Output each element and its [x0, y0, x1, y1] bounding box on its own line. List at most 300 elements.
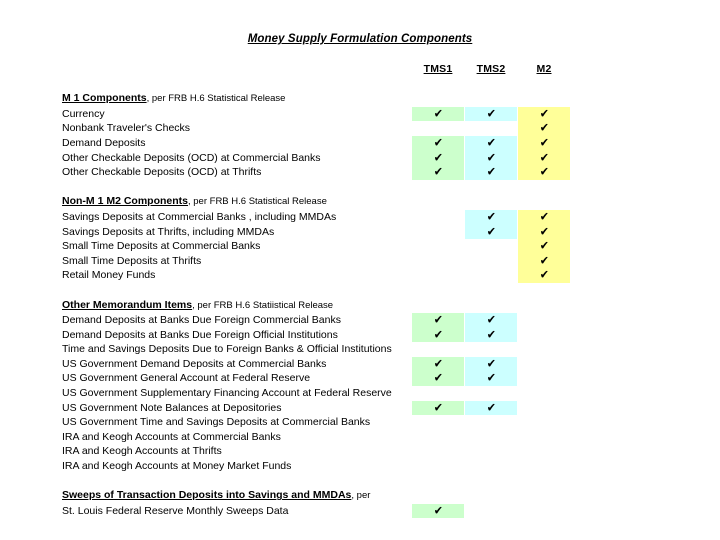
empty-mark-cell [412, 91, 464, 107]
spacer-cell [0, 415, 62, 430]
empty-mark-cell [518, 401, 570, 416]
spacer-cell [570, 328, 720, 343]
spacer-cell [517, 91, 518, 107]
spacer-cell [0, 225, 62, 240]
check-mark-tms2 [465, 107, 517, 122]
spacer-cell [62, 62, 410, 77]
component-label: Demand Deposits at Banks Due Foreign Commercial Banks [62, 314, 341, 327]
spacer-cell [464, 504, 465, 519]
component-label: Currency [62, 107, 105, 120]
check-mark-tms1 [412, 313, 464, 328]
check-mark-tms2 [465, 136, 517, 151]
spacer-cell [410, 180, 412, 195]
column-header-tms2: TMS2 [476, 63, 506, 75]
spacer-cell [464, 151, 465, 166]
spacer-cell [464, 401, 465, 416]
check-icon: ✔ [433, 400, 443, 415]
empty-mark-cell [412, 254, 464, 269]
spacer-cell [517, 151, 518, 166]
spacer-cell [464, 268, 465, 283]
check-icon: ✔ [433, 356, 443, 371]
spacer-cell [410, 91, 412, 107]
section-heading-row [0, 298, 720, 314]
check-icon: ✔ [433, 150, 443, 165]
spacer-cell [570, 444, 720, 459]
check-icon: ✔ [539, 121, 549, 136]
spacer-cell [0, 298, 62, 314]
spacer-cell [410, 459, 412, 474]
empty-mark-cell [518, 474, 570, 489]
empty-mark-cell [518, 415, 570, 430]
column-header-row [0, 62, 720, 77]
check-icon: ✔ [539, 268, 549, 283]
spacer-cell [570, 371, 720, 386]
spacer-cell [62, 77, 410, 92]
spacer-cell [570, 488, 720, 504]
spacer-cell [464, 430, 465, 445]
spacer-cell [570, 165, 720, 180]
check-icon: ✔ [486, 209, 496, 224]
spacer-cell [464, 283, 465, 298]
spacer-cell [410, 194, 412, 210]
spacer-cell [464, 136, 465, 151]
empty-mark-cell [412, 488, 464, 504]
spacer-cell [517, 401, 518, 416]
component-label: Other Checkable Deposits (OCD) at Thrifts [62, 166, 262, 179]
component-label: Savings Deposits at Thrifts, including MMDAs [62, 225, 275, 238]
spacer-cell [517, 386, 518, 401]
empty-mark-cell [518, 91, 570, 107]
check-icon: ✔ [486, 106, 496, 121]
spacer-cell [517, 474, 518, 489]
section-heading-row [0, 194, 720, 210]
spacer-cell [410, 430, 412, 445]
empty-mark-cell [465, 268, 517, 283]
component-label: IRA and Keogh Accounts at Thrifts [62, 445, 222, 458]
spacer-cell [517, 371, 518, 386]
spacer-cell [464, 165, 465, 180]
spacer-cell [464, 180, 465, 195]
check-icon: ✔ [433, 165, 443, 180]
check-mark-tms2 [465, 210, 517, 225]
empty-mark-cell [465, 488, 517, 504]
table-row [0, 357, 720, 372]
spacer-cell [410, 386, 412, 401]
empty-mark-cell [465, 239, 517, 254]
empty-mark-cell [465, 474, 517, 489]
check-mark-m2 [518, 210, 570, 225]
spacer-cell [0, 459, 62, 474]
empty-mark-cell [412, 121, 464, 136]
empty-mark-cell [465, 283, 517, 298]
check-icon: ✔ [433, 106, 443, 121]
check-icon: ✔ [486, 313, 496, 327]
spacer-cell [0, 430, 62, 445]
table-row [0, 371, 720, 386]
table-row [0, 459, 720, 474]
empty-mark-cell [412, 430, 464, 445]
spacer-cell [0, 371, 62, 386]
spacer-cell [570, 386, 720, 401]
empty-mark-cell [412, 342, 464, 357]
empty-mark-cell [412, 180, 464, 195]
spacer-cell [0, 239, 62, 254]
spacer-cell [410, 121, 412, 136]
spacer-cell [0, 194, 62, 210]
empty-mark-cell [518, 283, 570, 298]
spacer-cell [410, 62, 412, 77]
spacer-cell [0, 283, 62, 298]
empty-mark-cell [412, 268, 464, 283]
table-row [0, 239, 720, 254]
spacer-cell [517, 415, 518, 430]
section-heading-title: Other Memorandum Items [62, 298, 193, 311]
empty-mark-cell [412, 444, 464, 459]
spacer-cell [410, 342, 412, 357]
column-header-tms1: TMS1 [423, 63, 453, 75]
spacer-cell [570, 313, 720, 328]
empty-mark-cell [412, 298, 464, 314]
spacer-cell [464, 371, 465, 386]
empty-mark-cell [465, 121, 517, 136]
table-row [0, 165, 720, 180]
spacer-cell [517, 357, 518, 372]
check-icon: ✔ [486, 136, 496, 150]
spacer-cell [62, 180, 410, 195]
section-heading-title: Sweeps of Transaction Deposits into Savings and MMDAs [62, 489, 352, 502]
spacer-cell [517, 342, 518, 357]
check-icon: ✔ [486, 327, 496, 342]
spacer-cell [0, 136, 62, 151]
spacer-cell [570, 415, 720, 430]
empty-mark-cell [412, 459, 464, 474]
empty-mark-cell [518, 488, 570, 504]
check-mark-m2 [518, 239, 570, 254]
empty-mark-cell [518, 459, 570, 474]
spacer-cell [410, 107, 412, 122]
table-row [0, 430, 720, 445]
spacer-cell [517, 313, 518, 328]
check-icon: ✔ [433, 313, 443, 327]
section-heading-sweeps [62, 488, 410, 504]
component-label: Small Time Deposits at Commercial Banks [62, 240, 261, 253]
spacer-cell [464, 62, 465, 77]
spacer-cell [412, 77, 464, 92]
spacer-cell [464, 444, 465, 459]
spacer-cell [464, 415, 465, 430]
section-heading-row [0, 91, 720, 107]
check-mark-m2 [518, 136, 570, 151]
spacer-cell [464, 357, 465, 372]
spacer-cell [570, 91, 720, 107]
spacer-cell [517, 254, 518, 269]
table-row [0, 210, 720, 225]
check-mark-tms1 [412, 328, 464, 343]
spacer-cell [0, 151, 62, 166]
check-mark-tms2 [465, 371, 517, 386]
spacer-cell [0, 107, 62, 122]
check-mark-tms1 [412, 165, 464, 180]
spacer-cell [62, 283, 410, 298]
empty-mark-cell [465, 254, 517, 269]
check-icon: ✔ [539, 253, 549, 268]
empty-mark-cell [518, 444, 570, 459]
spacer-cell [465, 77, 517, 92]
empty-mark-cell [518, 298, 570, 314]
spacer-cell [410, 254, 412, 269]
empty-mark-cell [465, 342, 517, 357]
empty-mark-cell [518, 342, 570, 357]
spacer-cell [464, 254, 465, 269]
empty-mark-cell [412, 225, 464, 240]
table-row [0, 254, 720, 269]
empty-mark-cell [412, 194, 464, 210]
spacer-row [0, 474, 720, 489]
spacer-cell [517, 488, 518, 504]
empty-mark-cell [412, 386, 464, 401]
spacer-cell [410, 136, 412, 151]
spacer-cell [517, 194, 518, 210]
check-mark-tms1 [412, 136, 464, 151]
check-mark-m2 [518, 121, 570, 136]
spacer-cell [464, 225, 465, 240]
spacer-cell [517, 459, 518, 474]
spacer-cell [517, 225, 518, 240]
spacer-cell [410, 210, 412, 225]
component-label: Retail Money Funds [62, 269, 156, 282]
table-row [0, 415, 720, 430]
components-table [0, 62, 720, 518]
check-icon: ✔ [433, 503, 443, 518]
empty-mark-cell [518, 386, 570, 401]
spacer-cell [464, 328, 465, 343]
spacer-cell [0, 357, 62, 372]
section-heading-source: , per [351, 490, 371, 502]
spacer-cell [410, 298, 412, 314]
check-mark-tms2 [465, 165, 517, 180]
component-label: US Government General Account at Federal Reserve [62, 372, 311, 385]
table-row [0, 328, 720, 343]
spacer-cell [464, 194, 465, 210]
spacer-cell [570, 210, 720, 225]
component-label: Small Time Deposits at Thrifts [62, 254, 202, 267]
spacer-cell [464, 313, 465, 328]
component-label: Other Checkable Deposits (OCD) at Commercial Banks [62, 151, 321, 164]
empty-mark-cell [412, 239, 464, 254]
spacer-cell [570, 298, 720, 314]
spacer-cell [464, 298, 465, 314]
spacer-cell [410, 165, 412, 180]
check-icon: ✔ [433, 327, 443, 342]
spacer-cell [517, 283, 518, 298]
spacer-cell [0, 180, 62, 195]
spacer-cell [0, 328, 62, 343]
spacer-cell [464, 386, 465, 401]
spacer-cell [0, 62, 62, 77]
table-row [0, 136, 720, 151]
check-icon: ✔ [486, 371, 496, 386]
spacer-cell [0, 444, 62, 459]
section-heading-source: , per FRB H.6 Statistical Release [188, 196, 327, 208]
spacer-cell [0, 386, 62, 401]
spacer-cell [0, 401, 62, 416]
spacer-cell [464, 91, 465, 107]
spacer-cell [0, 313, 62, 328]
empty-mark-cell [465, 459, 517, 474]
empty-mark-cell [518, 180, 570, 195]
check-mark-tms2 [465, 313, 517, 328]
spacer-cell [570, 504, 720, 519]
check-icon: ✔ [486, 400, 496, 415]
spacer-cell [0, 165, 62, 180]
spacer-cell [518, 77, 570, 92]
spacer-cell [410, 225, 412, 240]
empty-mark-cell [518, 371, 570, 386]
section-heading-source: , per FRB H.6 Statistical Release [146, 93, 286, 105]
spacer-cell [570, 474, 720, 489]
table-row [0, 225, 720, 240]
spacer-cell [410, 357, 412, 372]
table-row [0, 313, 720, 328]
spacer-cell [0, 474, 62, 489]
check-icon: ✔ [486, 165, 496, 180]
check-mark-tms1 [412, 504, 464, 519]
spacer-cell [410, 371, 412, 386]
check-icon: ✔ [486, 150, 496, 165]
component-label: IRA and Keogh Accounts at Money Market Funds [62, 460, 292, 473]
empty-mark-cell [465, 444, 517, 459]
spacer-cell [464, 239, 465, 254]
empty-mark-cell [465, 430, 517, 445]
check-mark-m2 [518, 165, 570, 180]
components-matrix [0, 62, 720, 518]
spacer-cell [517, 239, 518, 254]
empty-mark-cell [412, 415, 464, 430]
spacer-cell [517, 444, 518, 459]
spacer-cell [570, 283, 720, 298]
spacer-cell [570, 357, 720, 372]
check-icon: ✔ [539, 106, 549, 121]
spacer-cell [570, 342, 720, 357]
spacer-cell [410, 444, 412, 459]
table-row [0, 401, 720, 416]
spacer-cell [517, 107, 518, 122]
spacer-cell [464, 342, 465, 357]
table-row [0, 444, 720, 459]
empty-mark-cell [465, 504, 517, 519]
spacer-cell [464, 474, 465, 489]
check-icon: ✔ [433, 136, 443, 150]
check-icon: ✔ [486, 224, 496, 239]
spacer-cell [410, 504, 412, 519]
spacer-row [0, 283, 720, 298]
check-icon: ✔ [539, 239, 549, 253]
section-heading-memo [62, 298, 410, 314]
spacer-cell [517, 180, 518, 195]
spacer-cell [517, 268, 518, 283]
spacer-cell [464, 459, 465, 474]
check-icon: ✔ [539, 136, 549, 150]
spacer-cell [0, 342, 62, 357]
spacer-cell [570, 151, 720, 166]
spacer-row [0, 77, 720, 92]
component-label: Savings Deposits at Commercial Banks , including MMDAs [62, 210, 337, 223]
section-heading-source: , per FRB H.6 Statiistical Release [192, 299, 334, 311]
spacer-cell [570, 225, 720, 240]
component-label: Demand Deposits [62, 136, 146, 149]
spacer-cell [517, 210, 518, 225]
table-row [0, 151, 720, 166]
check-mark-tms1 [412, 401, 464, 416]
check-icon: ✔ [539, 165, 549, 180]
spacer-cell [410, 268, 412, 283]
component-label: Time and Savings Deposits Due to Foreign Banks & Official Institutions [62, 343, 392, 356]
spacer-cell [570, 401, 720, 416]
empty-mark-cell [465, 298, 517, 314]
table-row [0, 121, 720, 136]
check-mark-tms1 [412, 107, 464, 122]
component-label: Demand Deposits at Banks Due Foreign Official Institutions [62, 328, 338, 341]
spacer-cell [517, 62, 518, 77]
check-icon: ✔ [539, 150, 549, 165]
spacer-cell [410, 401, 412, 416]
component-label: IRA and Keogh Accounts at Commercial Banks [62, 430, 281, 443]
spacer-row [0, 180, 720, 195]
spacer-cell [517, 430, 518, 445]
component-label: US Government Note Balances at Depositories [62, 401, 282, 414]
spacer-cell [0, 254, 62, 269]
component-label: St. Louis Federal Reserve Monthly Sweeps Data [62, 504, 289, 517]
component-label: US Government Supplementary Financing Account at Federal Reserve [62, 387, 392, 400]
section-heading-m1 [62, 91, 410, 107]
spacer-cell [570, 268, 720, 283]
spacer-cell [570, 107, 720, 122]
component-label: US Government Time and Savings Deposits at Commercial Banks [62, 416, 371, 429]
empty-mark-cell [412, 474, 464, 489]
empty-mark-cell [518, 357, 570, 372]
spacer-cell [517, 298, 518, 314]
empty-mark-cell [412, 210, 464, 225]
spacer-cell [570, 430, 720, 445]
spacer-cell [464, 488, 465, 504]
empty-mark-cell [518, 194, 570, 210]
check-icon: ✔ [539, 224, 549, 239]
empty-mark-cell [518, 430, 570, 445]
component-label: Nonbank Traveler's Checks [62, 122, 191, 135]
spacer-cell [464, 210, 465, 225]
spacer-cell [0, 504, 62, 519]
spacer-cell [410, 415, 412, 430]
spacer-cell [410, 474, 412, 489]
spacer-cell [570, 77, 720, 92]
page-title: Money Supply Formulation Components [247, 33, 473, 45]
spacer-cell [464, 107, 465, 122]
table-row [0, 386, 720, 401]
spacer-cell [570, 136, 720, 151]
check-mark-m2 [518, 268, 570, 283]
spacer-cell [0, 210, 62, 225]
spacer-cell [570, 254, 720, 269]
empty-mark-cell [465, 415, 517, 430]
column-header-m2: M2 [536, 63, 552, 75]
empty-mark-cell [518, 328, 570, 343]
check-mark-tms1 [412, 371, 464, 386]
empty-mark-cell [465, 91, 517, 107]
spacer-cell [410, 313, 412, 328]
spacer-cell [570, 239, 720, 254]
spacer-cell [517, 165, 518, 180]
spacer-cell [517, 504, 518, 519]
